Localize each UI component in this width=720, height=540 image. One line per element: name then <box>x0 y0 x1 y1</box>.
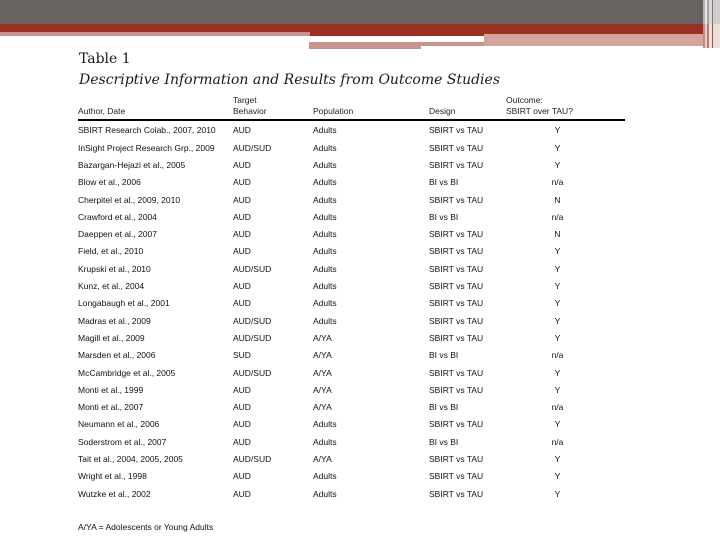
cell-design: SBIRT vs TAU <box>429 471 484 482</box>
cell-author: Madras et al., 2009 <box>78 315 151 326</box>
header-author-date <box>78 95 233 120</box>
cell-outcome: Y <box>554 419 561 430</box>
table-row <box>78 364 625 381</box>
cell-population: Adults <box>313 159 337 170</box>
table-row <box>78 381 625 398</box>
cell-outcome: Y <box>554 142 561 153</box>
cell-outcome: n/a <box>551 211 564 222</box>
cell-outcome: Y <box>554 367 561 378</box>
cell-outcome: Y <box>554 315 561 326</box>
cell-outcome: Y <box>554 384 561 395</box>
cell-target: SUD <box>233 350 251 361</box>
cell-design: BI vs BI <box>429 436 459 447</box>
header-target-line2: Behavior <box>233 106 267 116</box>
cell-design: BI vs BI <box>429 402 459 413</box>
cell-outcome: Y <box>554 453 561 464</box>
cell-target: AUD <box>233 211 251 222</box>
cell-author: Marsden et al., 2006 <box>78 350 156 361</box>
cell-population: Adults <box>313 298 337 309</box>
cell-outcome: Y <box>554 298 561 309</box>
cell-design: SBIRT vs TAU <box>429 281 484 292</box>
cell-design: BI vs BI <box>429 350 459 361</box>
cell-design: BI vs BI <box>429 177 459 188</box>
cell-author: SBIRT Research Colab., 2007, 2010 <box>78 125 216 135</box>
table-row <box>78 329 625 346</box>
cell-population: Adults <box>313 488 337 499</box>
cell-design: SBIRT vs TAU <box>429 367 484 378</box>
table-row <box>78 347 625 364</box>
header-population <box>313 95 429 120</box>
cell-author: Wright et al., 1998 <box>78 471 147 482</box>
cell-target: AUD <box>233 471 251 482</box>
cell-author: Monti et al., 1999 <box>78 384 144 395</box>
cell-author: Crawford et al., 2004 <box>78 211 157 222</box>
table-row <box>78 260 625 277</box>
header-outcome <box>506 95 625 120</box>
table-row <box>78 156 625 173</box>
table-row <box>78 277 625 294</box>
header-author-date-label: Author, Date <box>78 106 126 116</box>
cell-population: Adults <box>313 246 337 257</box>
table-header-row <box>78 95 625 120</box>
header-banner-pink-stripe <box>0 32 310 36</box>
table-row <box>78 416 625 433</box>
cell-population: A/YA <box>313 402 332 413</box>
cell-design: SBIRT vs TAU <box>429 142 484 153</box>
cell-target: AUD <box>233 177 251 188</box>
cell-outcome: Y <box>554 281 561 292</box>
cell-author: Neumann et al., 2006 <box>78 419 160 430</box>
cell-author: Magill et al., 2009 <box>78 332 145 343</box>
cell-author: Bazargan-Hejazi et al., 2005 <box>78 159 186 170</box>
table-label: Table 1 <box>79 51 131 67</box>
table-row <box>78 433 625 450</box>
header-banner-pink-right <box>484 34 708 46</box>
table-row <box>78 174 625 191</box>
cell-design: SBIRT vs TAU <box>429 419 484 430</box>
header-outcome-line2: SBIRT over TAU? <box>506 106 573 116</box>
table-row <box>78 139 625 156</box>
cell-author: Krupski et al., 2010 <box>78 263 151 274</box>
header-target-behavior <box>233 95 313 120</box>
table-row <box>78 468 625 485</box>
cell-outcome: n/a <box>551 402 564 413</box>
cell-outcome: N <box>554 194 561 205</box>
cell-population: Adults <box>313 142 337 153</box>
table-row <box>78 312 625 329</box>
cell-outcome: Y <box>554 159 561 170</box>
cell-author: Longabaugh et al., 2001 <box>78 298 170 309</box>
cell-target: AUD/SUD <box>233 315 272 326</box>
cell-author: Monti et al., 2007 <box>78 402 144 413</box>
cell-population: A/YA <box>313 332 332 343</box>
cell-population: Adults <box>313 194 337 205</box>
cell-design: SBIRT vs TAU <box>429 315 484 326</box>
table-caption: Descriptive Information and Results from Outcome Studies <box>79 72 500 88</box>
cell-target: AUD <box>233 402 251 413</box>
cell-design: BI vs BI <box>429 211 459 222</box>
cell-outcome: Y <box>554 263 561 274</box>
table-row <box>78 191 625 208</box>
cell-target: AUD <box>233 419 251 430</box>
cell-outcome: N <box>554 229 561 240</box>
cell-author: Soderstrom et al., 2007 <box>78 436 167 447</box>
cell-target: AUD <box>233 488 251 499</box>
cell-author: McCambridge et al., 2005 <box>78 367 176 378</box>
cell-population: Adults <box>313 281 337 292</box>
cell-author: Daeppen et al., 2007 <box>78 229 157 240</box>
cell-target: AUD/SUD <box>233 263 272 274</box>
cell-author: Kunz, et al., 2004 <box>78 281 145 292</box>
cell-population: A/YA <box>313 384 332 395</box>
cell-author: Field, et al., 2010 <box>78 246 144 257</box>
cell-outcome: n/a <box>551 436 564 447</box>
cell-population: Adults <box>313 229 337 240</box>
cell-population: Adults <box>313 211 337 222</box>
cell-author: Cherpitel et al., 2009, 2010 <box>78 194 181 205</box>
cell-target: AUD <box>233 194 251 205</box>
header-banner-pink-bar-thin <box>421 42 484 46</box>
cell-design: SBIRT vs TAU <box>429 453 484 464</box>
cell-outcome: n/a <box>551 350 564 361</box>
cell-author: InSight Project Research Grp., 2009 <box>78 142 215 153</box>
table-row <box>78 243 625 260</box>
cell-population: A/YA <box>313 453 332 464</box>
cell-target: AUD <box>233 384 251 395</box>
table-row <box>78 485 625 502</box>
cell-target: AUD <box>233 298 251 309</box>
cell-design: SBIRT vs TAU <box>429 246 484 257</box>
header-target-line1: Target <box>233 95 257 105</box>
header-banner-gray <box>0 0 703 24</box>
cell-population: Adults <box>313 315 337 326</box>
cell-population: Adults <box>313 419 337 430</box>
header-banner-pink-bar <box>309 42 421 49</box>
cell-design: SBIRT vs TAU <box>429 125 484 135</box>
cell-target: AUD <box>233 246 251 257</box>
cell-population: Adults <box>313 471 337 482</box>
cell-outcome: Y <box>554 471 561 482</box>
cell-target: AUD <box>233 125 251 135</box>
cell-design: SBIRT vs TAU <box>429 194 484 205</box>
table-row <box>78 295 625 312</box>
table-row <box>78 120 625 139</box>
cell-outcome: Y <box>554 332 561 343</box>
cell-target: AUD <box>233 229 251 240</box>
cell-population: Adults <box>313 177 337 188</box>
cell-population: Adults <box>313 125 337 135</box>
cell-target: AUD <box>233 281 251 292</box>
table-body <box>78 120 625 502</box>
cell-population: Adults <box>313 263 337 274</box>
cell-design: SBIRT vs TAU <box>429 384 484 395</box>
cell-target: AUD/SUD <box>233 453 272 464</box>
cell-author: Blow et al., 2006 <box>78 177 141 188</box>
cell-design: SBIRT vs TAU <box>429 298 484 309</box>
cell-target: AUD/SUD <box>233 142 272 153</box>
header-design <box>429 95 506 120</box>
cell-design: SBIRT vs TAU <box>429 159 484 170</box>
cell-design: SBIRT vs TAU <box>429 332 484 343</box>
header-design-label: Design <box>429 106 456 116</box>
cell-design: SBIRT vs TAU <box>429 263 484 274</box>
cell-outcome: Y <box>554 488 561 499</box>
header-population-label: Population <box>313 106 354 116</box>
cell-target: AUD <box>233 436 251 447</box>
cell-author: Wutzke et al., 2002 <box>78 488 151 499</box>
cell-population: Adults <box>313 436 337 447</box>
cell-design: SBIRT vs TAU <box>429 488 484 499</box>
cell-design: SBIRT vs TAU <box>429 229 484 240</box>
table-row <box>78 398 625 415</box>
table-row <box>78 208 625 225</box>
outcome-studies-table <box>78 95 625 502</box>
header-banner-vertical-stripes-tint <box>703 24 720 48</box>
cell-target: AUD/SUD <box>233 332 272 343</box>
table-row <box>78 450 625 467</box>
cell-target: AUD/SUD <box>233 367 272 378</box>
footnote: A/YA = Adolescents or Young Adults <box>78 522 214 532</box>
header-outcome-line1: Outcome: <box>506 95 543 105</box>
cell-outcome: Y <box>554 246 561 257</box>
cell-population: A/YA <box>313 367 332 378</box>
cell-target: AUD <box>233 159 251 170</box>
cell-outcome: n/a <box>551 177 564 188</box>
table-row <box>78 225 625 242</box>
cell-author: Tait et al., 2004, 2005, 2005 <box>78 453 183 464</box>
cell-outcome: Y <box>554 125 561 135</box>
cell-population: A/YA <box>313 350 332 361</box>
